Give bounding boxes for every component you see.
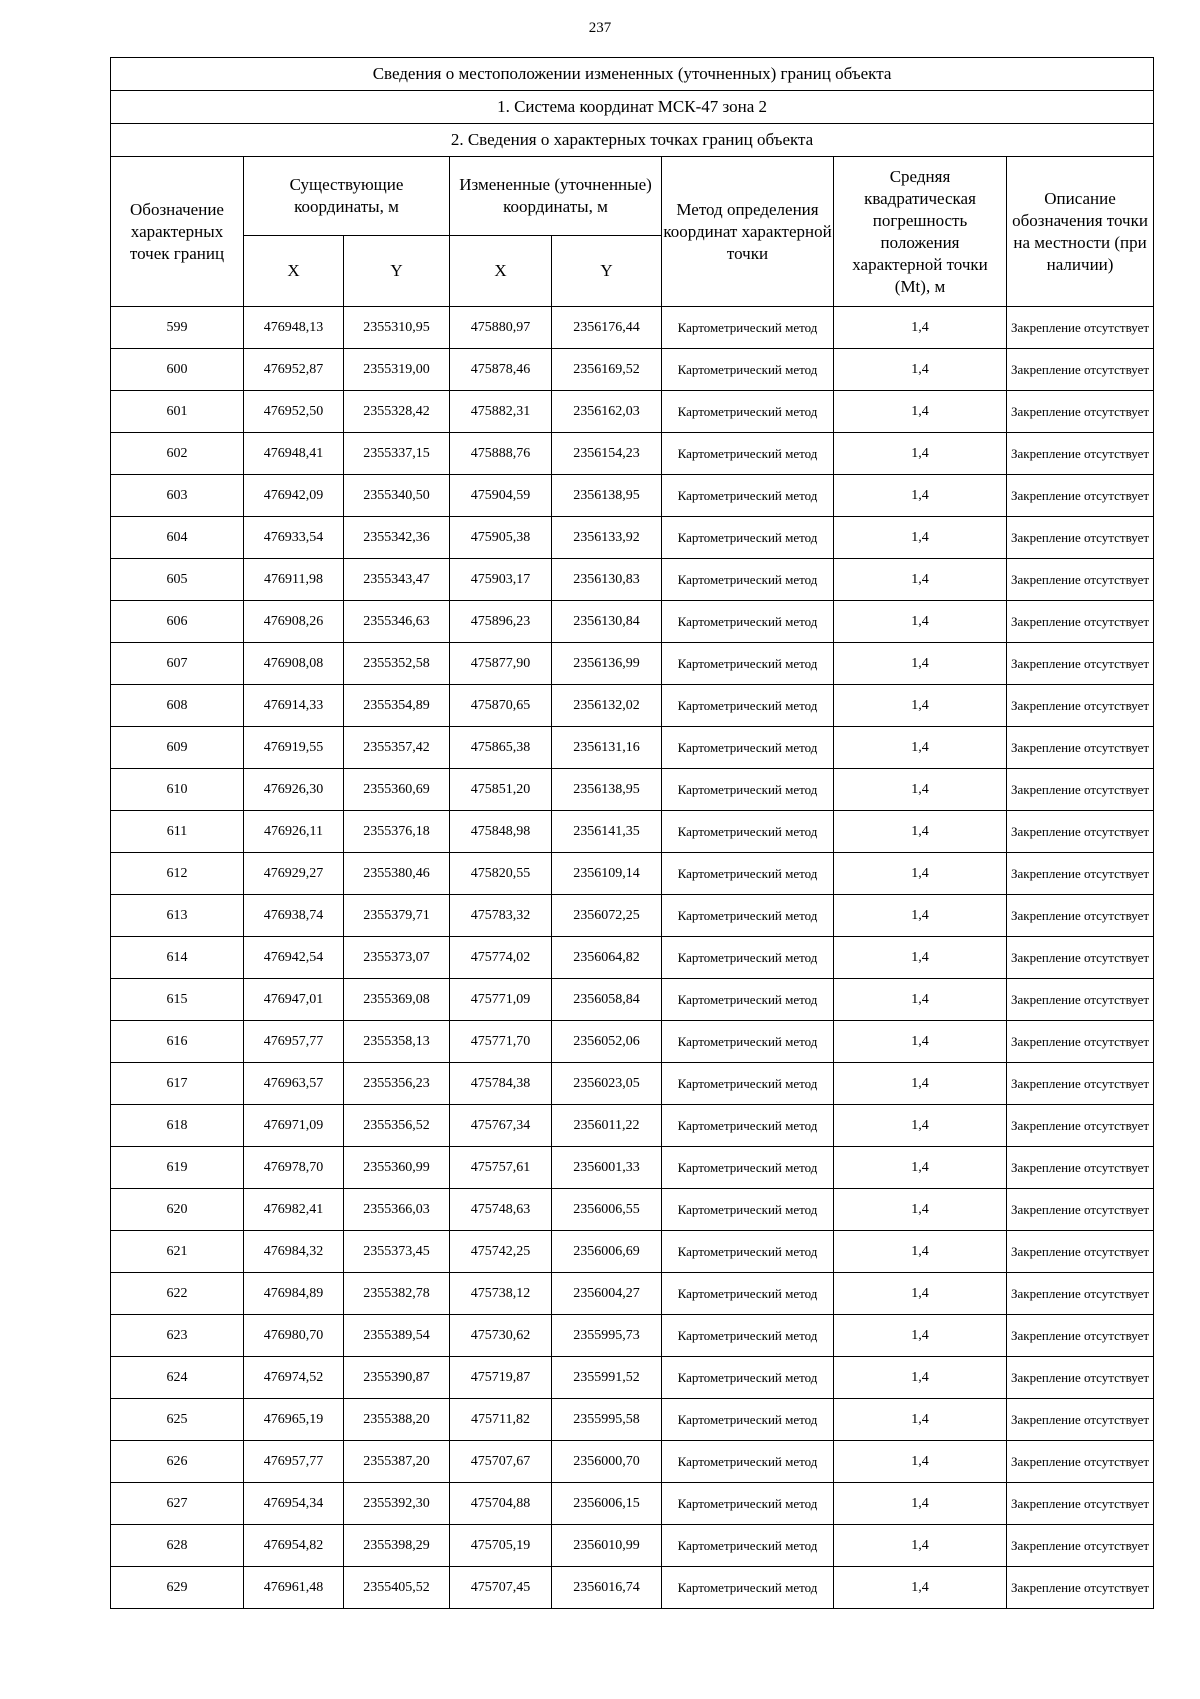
existing-x-cell: 476954,34 — [244, 1483, 344, 1525]
error-cell: 1,4 — [834, 517, 1007, 559]
changed-x-cell: 475851,20 — [450, 769, 552, 811]
point-number-cell: 602 — [111, 433, 244, 475]
description-cell: Закрепление отсутствует — [1007, 601, 1154, 643]
header-designation: Обозначение характерных точек границ — [111, 157, 244, 307]
table-row — [111, 685, 1154, 727]
changed-y-cell: 2356162,03 — [552, 391, 662, 433]
point-number-cell: 623 — [111, 1315, 244, 1357]
table-row — [111, 1105, 1154, 1147]
method-cell: Картометрический метод — [662, 1567, 834, 1609]
header-error: Средняя квадратическая погрешность положения характерной точки (Mt), м — [834, 157, 1007, 307]
changed-y-cell: 2356064,82 — [552, 937, 662, 979]
method-cell: Картометрический метод — [662, 1399, 834, 1441]
table-row — [111, 937, 1154, 979]
page-number: 237 — [588, 20, 612, 36]
error-cell: 1,4 — [834, 1315, 1007, 1357]
existing-x-cell: 476933,54 — [244, 517, 344, 559]
table-row — [111, 643, 1154, 685]
existing-y-cell: 2355356,23 — [344, 1063, 450, 1105]
existing-x-cell: 476957,77 — [244, 1441, 344, 1483]
existing-y-cell: 2355352,58 — [344, 643, 450, 685]
existing-x-cell: 476914,33 — [244, 685, 344, 727]
existing-y-cell: 2355310,95 — [344, 307, 450, 349]
existing-y-cell: 2355328,42 — [344, 391, 450, 433]
header-description: Описание обозначения точки на местности (при наличии) — [1007, 157, 1154, 307]
existing-y-cell: 2355346,63 — [344, 601, 450, 643]
changed-y-cell: 2356130,84 — [552, 601, 662, 643]
table-row — [111, 1525, 1154, 1567]
changed-y-cell: 2356138,95 — [552, 475, 662, 517]
changed-x-cell: 475704,88 — [450, 1483, 552, 1525]
changed-y-cell: 2356138,95 — [552, 769, 662, 811]
existing-y-cell: 2355360,69 — [344, 769, 450, 811]
header-existing-x: X — [244, 236, 344, 307]
existing-x-cell: 476957,77 — [244, 1021, 344, 1063]
changed-y-cell: 2356130,83 — [552, 559, 662, 601]
error-cell: 1,4 — [834, 1231, 1007, 1273]
point-number-cell: 612 — [111, 853, 244, 895]
point-number-cell: 616 — [111, 1021, 244, 1063]
description-cell: Закрепление отсутствует — [1007, 979, 1154, 1021]
changed-x-cell: 475878,46 — [450, 349, 552, 391]
header-existing-coordinates: Существующие координаты, м — [244, 157, 450, 236]
description-cell: Закрепление отсутствует — [1007, 1273, 1154, 1315]
changed-x-cell: 475757,61 — [450, 1147, 552, 1189]
description-cell: Закрепление отсутствует — [1007, 517, 1154, 559]
existing-y-cell: 2355340,50 — [344, 475, 450, 517]
existing-y-cell: 2355389,54 — [344, 1315, 450, 1357]
point-number-cell: 624 — [111, 1357, 244, 1399]
existing-x-cell: 476974,52 — [244, 1357, 344, 1399]
method-cell: Картометрический метод — [662, 475, 834, 517]
description-cell: Закрепление отсутствует — [1007, 811, 1154, 853]
method-cell: Картометрический метод — [662, 685, 834, 727]
description-cell: Закрепление отсутствует — [1007, 1189, 1154, 1231]
changed-x-cell: 475742,25 — [450, 1231, 552, 1273]
point-number-cell: 619 — [111, 1147, 244, 1189]
method-cell: Картометрический метод — [662, 1357, 834, 1399]
table-row — [111, 559, 1154, 601]
changed-y-cell: 2356154,23 — [552, 433, 662, 475]
table-row — [111, 979, 1154, 1021]
changed-x-cell: 475711,82 — [450, 1399, 552, 1441]
point-number-cell: 607 — [111, 643, 244, 685]
point-number-cell: 626 — [111, 1441, 244, 1483]
table-row — [111, 1357, 1154, 1399]
method-cell: Картометрический метод — [662, 1483, 834, 1525]
method-cell: Картометрический метод — [662, 349, 834, 391]
existing-y-cell: 2355319,00 — [344, 349, 450, 391]
existing-x-cell: 476984,32 — [244, 1231, 344, 1273]
point-number-cell: 620 — [111, 1189, 244, 1231]
error-cell: 1,4 — [834, 433, 1007, 475]
error-cell: 1,4 — [834, 1105, 1007, 1147]
method-cell: Картометрический метод — [662, 1441, 834, 1483]
existing-x-cell: 476980,70 — [244, 1315, 344, 1357]
existing-x-cell: 476919,55 — [244, 727, 344, 769]
table-body — [111, 307, 1154, 1609]
changed-x-cell: 475882,31 — [450, 391, 552, 433]
table-row — [111, 1147, 1154, 1189]
existing-x-cell: 476929,27 — [244, 853, 344, 895]
description-cell: Закрепление отсутствует — [1007, 685, 1154, 727]
description-cell: Закрепление отсутствует — [1007, 433, 1154, 475]
table-row — [111, 727, 1154, 769]
point-number-cell: 603 — [111, 475, 244, 517]
table-row — [111, 1231, 1154, 1273]
table-row — [111, 1273, 1154, 1315]
changed-x-cell: 475888,76 — [450, 433, 552, 475]
method-cell: Картометрический метод — [662, 811, 834, 853]
description-cell: Закрепление отсутствует — [1007, 937, 1154, 979]
existing-y-cell: 2355380,46 — [344, 853, 450, 895]
table-row — [111, 601, 1154, 643]
changed-x-cell: 475783,32 — [450, 895, 552, 937]
existing-y-cell: 2355342,36 — [344, 517, 450, 559]
error-cell: 1,4 — [834, 979, 1007, 1021]
table-row — [111, 349, 1154, 391]
error-cell: 1,4 — [834, 895, 1007, 937]
point-number-cell: 604 — [111, 517, 244, 559]
error-cell: 1,4 — [834, 1567, 1007, 1609]
existing-x-cell: 476982,41 — [244, 1189, 344, 1231]
changed-y-cell: 2356072,25 — [552, 895, 662, 937]
method-cell: Картометрический метод — [662, 727, 834, 769]
header-method: Метод определения координат характерной точки — [662, 157, 834, 307]
point-number-cell: 600 — [111, 349, 244, 391]
changed-x-cell: 475903,17 — [450, 559, 552, 601]
existing-x-cell: 476911,98 — [244, 559, 344, 601]
error-cell: 1,4 — [834, 853, 1007, 895]
changed-x-cell: 475719,87 — [450, 1357, 552, 1399]
changed-y-cell: 2356011,22 — [552, 1105, 662, 1147]
table-row — [111, 1315, 1154, 1357]
method-cell: Картометрический метод — [662, 853, 834, 895]
description-cell: Закрепление отсутствует — [1007, 349, 1154, 391]
point-number-cell: 599 — [111, 307, 244, 349]
existing-x-cell: 476942,09 — [244, 475, 344, 517]
existing-y-cell: 2355392,30 — [344, 1483, 450, 1525]
table-row — [111, 1021, 1154, 1063]
table-row — [111, 517, 1154, 559]
error-cell: 1,4 — [834, 1483, 1007, 1525]
changed-x-cell: 475865,38 — [450, 727, 552, 769]
changed-x-cell: 475707,67 — [450, 1441, 552, 1483]
point-number-cell: 618 — [111, 1105, 244, 1147]
method-cell: Картометрический метод — [662, 517, 834, 559]
error-cell: 1,4 — [834, 685, 1007, 727]
error-cell: 1,4 — [834, 811, 1007, 853]
method-cell: Картометрический метод — [662, 601, 834, 643]
existing-y-cell: 2355369,08 — [344, 979, 450, 1021]
error-cell: 1,4 — [834, 1399, 1007, 1441]
changed-x-cell: 475784,38 — [450, 1063, 552, 1105]
method-cell: Картометрический метод — [662, 643, 834, 685]
changed-x-cell: 475738,12 — [450, 1273, 552, 1315]
existing-y-cell: 2355358,13 — [344, 1021, 450, 1063]
existing-x-cell: 476908,26 — [244, 601, 344, 643]
description-cell: Закрепление отсутствует — [1007, 559, 1154, 601]
point-number-cell: 627 — [111, 1483, 244, 1525]
method-cell: Картометрический метод — [662, 1315, 834, 1357]
points-section-heading: 2. Сведения о характерных точках границ объекта — [111, 124, 1154, 157]
method-cell: Картометрический метод — [662, 1021, 834, 1063]
point-number-cell: 625 — [111, 1399, 244, 1441]
method-cell: Картометрический метод — [662, 433, 834, 475]
description-cell: Закрепление отсутствует — [1007, 1399, 1154, 1441]
changed-y-cell: 2356141,35 — [552, 811, 662, 853]
existing-x-cell: 476952,87 — [244, 349, 344, 391]
table-row — [111, 475, 1154, 517]
changed-x-cell: 475774,02 — [450, 937, 552, 979]
table-row — [111, 1483, 1154, 1525]
changed-x-cell: 475870,65 — [450, 685, 552, 727]
error-cell: 1,4 — [834, 1063, 1007, 1105]
method-cell: Картометрический метод — [662, 1231, 834, 1273]
header-changed-y: Y — [552, 236, 662, 307]
table-row — [111, 433, 1154, 475]
changed-y-cell: 2356016,74 — [552, 1567, 662, 1609]
error-cell: 1,4 — [834, 307, 1007, 349]
description-cell: Закрепление отсутствует — [1007, 1021, 1154, 1063]
existing-x-cell: 476961,48 — [244, 1567, 344, 1609]
error-cell: 1,4 — [834, 1021, 1007, 1063]
description-cell: Закрепление отсутствует — [1007, 1567, 1154, 1609]
table-row — [111, 1567, 1154, 1609]
description-cell: Закрепление отсутствует — [1007, 1147, 1154, 1189]
description-cell: Закрепление отсутствует — [1007, 307, 1154, 349]
header-changed-coordinates: Измененные (уточненные) координаты, м — [450, 157, 662, 236]
error-cell: 1,4 — [834, 349, 1007, 391]
changed-x-cell: 475771,70 — [450, 1021, 552, 1063]
existing-y-cell: 2355398,29 — [344, 1525, 450, 1567]
existing-y-cell: 2355387,20 — [344, 1441, 450, 1483]
changed-y-cell: 2356000,70 — [552, 1441, 662, 1483]
changed-y-cell: 2356176,44 — [552, 307, 662, 349]
error-cell: 1,4 — [834, 1147, 1007, 1189]
existing-y-cell: 2355376,18 — [344, 811, 450, 853]
point-number-cell: 629 — [111, 1567, 244, 1609]
existing-x-cell: 476938,74 — [244, 895, 344, 937]
description-cell: Закрепление отсутствует — [1007, 895, 1154, 937]
existing-y-cell: 2355373,45 — [344, 1231, 450, 1273]
changed-x-cell: 475707,45 — [450, 1567, 552, 1609]
description-cell: Закрепление отсутствует — [1007, 1231, 1154, 1273]
changed-x-cell: 475905,38 — [450, 517, 552, 559]
existing-x-cell: 476971,09 — [244, 1105, 344, 1147]
point-number-cell: 617 — [111, 1063, 244, 1105]
method-cell: Картометрический метод — [662, 1273, 834, 1315]
table-row — [111, 895, 1154, 937]
existing-x-cell: 476963,57 — [244, 1063, 344, 1105]
point-number-cell: 614 — [111, 937, 244, 979]
description-cell: Закрепление отсутствует — [1007, 1441, 1154, 1483]
method-cell: Картометрический метод — [662, 895, 834, 937]
description-cell: Закрепление отсутствует — [1007, 643, 1154, 685]
changed-y-cell: 2356023,05 — [552, 1063, 662, 1105]
existing-x-cell: 476926,11 — [244, 811, 344, 853]
changed-x-cell: 475877,90 — [450, 643, 552, 685]
method-cell: Картометрический метод — [662, 769, 834, 811]
existing-x-cell: 476947,01 — [244, 979, 344, 1021]
changed-y-cell: 2356010,99 — [552, 1525, 662, 1567]
table-row — [111, 1441, 1154, 1483]
changed-y-cell: 2356132,02 — [552, 685, 662, 727]
error-cell: 1,4 — [834, 1273, 1007, 1315]
description-cell: Закрепление отсутствует — [1007, 391, 1154, 433]
changed-y-cell: 2356169,52 — [552, 349, 662, 391]
table-row — [111, 1189, 1154, 1231]
table-title: Сведения о местоположении измененных (уточненных) границ объекта — [111, 58, 1154, 91]
table-row — [111, 307, 1154, 349]
changed-x-cell: 475896,23 — [450, 601, 552, 643]
point-number-cell: 615 — [111, 979, 244, 1021]
description-cell: Закрепление отсутствует — [1007, 1315, 1154, 1357]
existing-y-cell: 2355388,20 — [344, 1399, 450, 1441]
existing-x-cell: 476952,50 — [244, 391, 344, 433]
changed-y-cell: 2356004,27 — [552, 1273, 662, 1315]
changed-y-cell: 2356136,99 — [552, 643, 662, 685]
changed-x-cell: 475705,19 — [450, 1525, 552, 1567]
table-row — [111, 1399, 1154, 1441]
method-cell: Картометрический метод — [662, 1105, 834, 1147]
table-row — [111, 853, 1154, 895]
header-existing-y: Y — [344, 236, 450, 307]
point-number-cell: 610 — [111, 769, 244, 811]
table-row — [111, 391, 1154, 433]
changed-y-cell: 2355991,52 — [552, 1357, 662, 1399]
method-cell: Картометрический метод — [662, 1189, 834, 1231]
table-row — [111, 769, 1154, 811]
error-cell: 1,4 — [834, 769, 1007, 811]
point-number-cell: 622 — [111, 1273, 244, 1315]
existing-x-cell: 476948,41 — [244, 433, 344, 475]
method-cell: Картометрический метод — [662, 559, 834, 601]
existing-y-cell: 2355343,47 — [344, 559, 450, 601]
description-cell: Закрепление отсутствует — [1007, 475, 1154, 517]
changed-y-cell: 2356006,55 — [552, 1189, 662, 1231]
changed-x-cell: 475767,34 — [450, 1105, 552, 1147]
existing-x-cell: 476942,54 — [244, 937, 344, 979]
description-cell: Закрепление отсутствует — [1007, 727, 1154, 769]
changed-y-cell: 2356131,16 — [552, 727, 662, 769]
changed-x-cell: 475771,09 — [450, 979, 552, 1021]
method-cell: Картометрический метод — [662, 391, 834, 433]
existing-y-cell: 2355360,99 — [344, 1147, 450, 1189]
existing-y-cell: 2355373,07 — [344, 937, 450, 979]
error-cell: 1,4 — [834, 391, 1007, 433]
existing-x-cell: 476978,70 — [244, 1147, 344, 1189]
point-number-cell: 601 — [111, 391, 244, 433]
existing-y-cell: 2355366,03 — [344, 1189, 450, 1231]
method-cell: Картометрический метод — [662, 1525, 834, 1567]
point-number-cell: 613 — [111, 895, 244, 937]
method-cell: Картометрический метод — [662, 307, 834, 349]
point-number-cell: 621 — [111, 1231, 244, 1273]
existing-x-cell: 476948,13 — [244, 307, 344, 349]
existing-y-cell: 2355405,52 — [344, 1567, 450, 1609]
existing-y-cell: 2355390,87 — [344, 1357, 450, 1399]
table-row — [111, 1063, 1154, 1105]
existing-x-cell: 476908,08 — [244, 643, 344, 685]
changed-x-cell: 475848,98 — [450, 811, 552, 853]
point-number-cell: 606 — [111, 601, 244, 643]
point-number-cell: 605 — [111, 559, 244, 601]
existing-x-cell: 476954,82 — [244, 1525, 344, 1567]
point-number-cell: 608 — [111, 685, 244, 727]
method-cell: Картометрический метод — [662, 937, 834, 979]
existing-x-cell: 476926,30 — [244, 769, 344, 811]
point-number-cell: 609 — [111, 727, 244, 769]
changed-y-cell: 2356006,69 — [552, 1231, 662, 1273]
changed-x-cell: 475730,62 — [450, 1315, 552, 1357]
description-cell: Закрепление отсутствует — [1007, 1105, 1154, 1147]
changed-x-cell: 475880,97 — [450, 307, 552, 349]
description-cell: Закрепление отсутствует — [1007, 1063, 1154, 1105]
error-cell: 1,4 — [834, 559, 1007, 601]
existing-y-cell: 2355382,78 — [344, 1273, 450, 1315]
error-cell: 1,4 — [834, 727, 1007, 769]
existing-y-cell: 2355356,52 — [344, 1105, 450, 1147]
changed-y-cell: 2355995,58 — [552, 1399, 662, 1441]
point-number-cell: 628 — [111, 1525, 244, 1567]
changed-y-cell: 2356006,15 — [552, 1483, 662, 1525]
point-number-cell: 611 — [111, 811, 244, 853]
error-cell: 1,4 — [834, 1525, 1007, 1567]
changed-y-cell: 2356001,33 — [552, 1147, 662, 1189]
error-cell: 1,4 — [834, 601, 1007, 643]
changed-y-cell: 2355995,73 — [552, 1315, 662, 1357]
changed-x-cell: 475748,63 — [450, 1189, 552, 1231]
changed-y-cell: 2356058,84 — [552, 979, 662, 1021]
existing-x-cell: 476965,19 — [244, 1399, 344, 1441]
coordinate-system-heading: 1. Система координат МСК-47 зона 2 — [111, 91, 1154, 124]
existing-y-cell: 2355379,71 — [344, 895, 450, 937]
changed-x-cell: 475820,55 — [450, 853, 552, 895]
existing-x-cell: 476984,89 — [244, 1273, 344, 1315]
changed-y-cell: 2356133,92 — [552, 517, 662, 559]
existing-y-cell: 2355357,42 — [344, 727, 450, 769]
changed-x-cell: 475904,59 — [450, 475, 552, 517]
method-cell: Картометрический метод — [662, 1063, 834, 1105]
changed-y-cell: 2356109,14 — [552, 853, 662, 895]
description-cell: Закрепление отсутствует — [1007, 769, 1154, 811]
error-cell: 1,4 — [834, 643, 1007, 685]
error-cell: 1,4 — [834, 475, 1007, 517]
method-cell: Картометрический метод — [662, 979, 834, 1021]
error-cell: 1,4 — [834, 1441, 1007, 1483]
error-cell: 1,4 — [834, 937, 1007, 979]
description-cell: Закрепление отсутствует — [1007, 1357, 1154, 1399]
error-cell: 1,4 — [834, 1189, 1007, 1231]
description-cell: Закрепление отсутствует — [1007, 1525, 1154, 1567]
error-cell: 1,4 — [834, 1357, 1007, 1399]
description-cell: Закрепление отсутствует — [1007, 853, 1154, 895]
existing-y-cell: 2355337,15 — [344, 433, 450, 475]
description-cell: Закрепление отсутствует — [1007, 1483, 1154, 1525]
method-cell: Картометрический метод — [662, 1147, 834, 1189]
coordinates-table — [110, 57, 1154, 1609]
header-changed-x: X — [450, 236, 552, 307]
changed-y-cell: 2356052,06 — [552, 1021, 662, 1063]
existing-y-cell: 2355354,89 — [344, 685, 450, 727]
table-row — [111, 811, 1154, 853]
